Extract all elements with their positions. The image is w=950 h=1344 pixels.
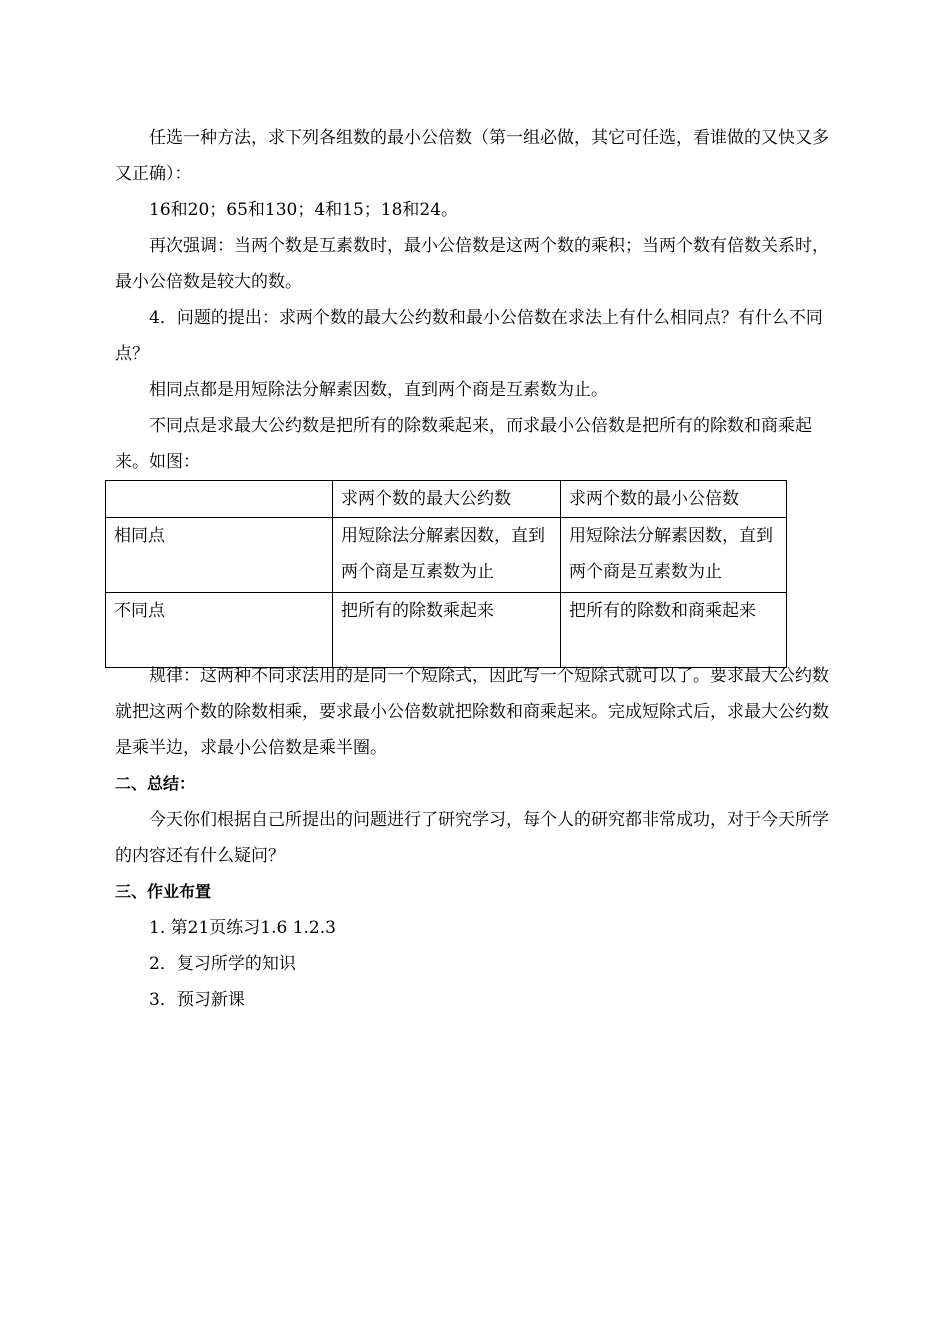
paragraph-exercise-intro: 任选一种方法，求下列各组数的最小公倍数（第一组必做，其它可任选，看谁做的又快又多又正确）： [115,128,829,184]
heading-homework: 三、作业布置 [115,882,212,901]
comparison-table [105,480,787,668]
table-header-row [106,481,787,518]
table-cell: 相同点 [106,518,333,593]
homework-item: 3．预习新课 [149,990,245,1010]
table-cell: 用短除法分解素因数，直到两个商是互素数为止 [333,518,561,593]
table-cell: 不同点 [106,593,333,668]
paragraph-rule: 规律：这两种不同求法用的是同一个短除式，因此写一个短除式就可以了。要求最大公约数就把这两个数的除数相乘，要求最小公倍数就把除数和商乘起来。完成短除式后，求最大公约数是乘半边，求最小公倍数是乘半圈。 [115,666,829,758]
paragraph-difference: 不同点是求最大公约数是把所有的除数乘起来，而求最小公倍数是把所有的除数和商乘起来。如图： [115,416,812,472]
table-cell: 用短除法分解素因数，直到两个商是互素数为止 [561,518,787,593]
paragraph-number-groups: 16和20；65和130；4和15；18和24。 [149,200,459,220]
table-row [106,518,787,593]
homework-item: 1. 第21页练习1.6 1.2.3 [149,918,336,938]
table-row [106,593,787,668]
paragraph-question: 4．问题的提出：求两个数的最大公约数和最小公倍数在求法上有什么相同点？有什么不同点？ [115,308,823,364]
table-header-cell: 求两个数的最大公约数 [333,481,561,518]
table-header-cell: 求两个数的最小公倍数 [561,481,787,518]
table-cell: 把所有的除数和商乘起来 [561,593,787,668]
homework-item: 2．复习所学的知识 [149,954,296,974]
paragraph-similarity: 相同点都是用短除法分解素因数，直到两个商是互素数为止。 [149,380,608,400]
paragraph-summary: 今天你们根据自己所提出的问题进行了研究学习，每个人的研究都非常成功，对于今天所学的内容还有什么疑问？ [115,810,829,866]
table-header-cell [106,481,333,518]
table-cell: 把所有的除数乘起来 [333,593,561,668]
paragraph-emphasis: 再次强调：当两个数是互素数时，最小公倍数是这两个数的乘积；当两个数有倍数关系时，最小公倍数是较大的数。 [115,236,829,292]
heading-summary: 二、总结： [115,774,196,793]
